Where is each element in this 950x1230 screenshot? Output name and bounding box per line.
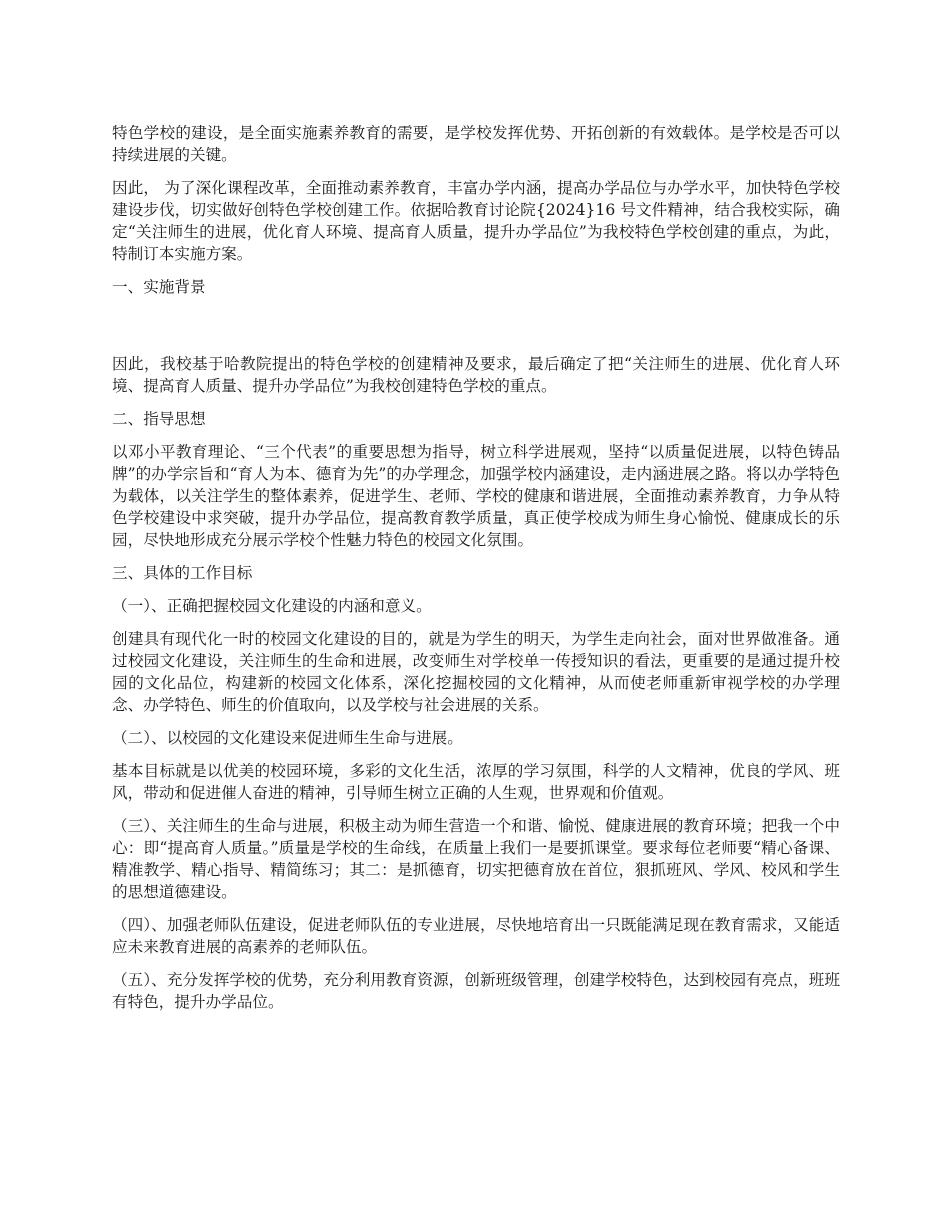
document-page [112, 122, 840, 1024]
goal-three-paragraph: （三）、关注师生的生命与进展，积极主动为师生营造一个和谐、愉悦、健康进展的教育环境；把我一个中心：即“提高育人质量。”质量是学校的生命线，在质量上我们一是要抓课堂。要求每位老师要“精心备课、精准教学、精心指导、精简练习；其二：是抓德育，切实把德育放在首位，狠抓班风、学风、校风和学生的思想道德建设。 [112, 817, 840, 901]
section-heading-work-goals: 三、具体的工作目标 [112, 564, 253, 582]
culture-paragraph: 创建具有现代化一时的校园文化建设的目的，就是为学生的明天，为学生走向社会，面对世界做准备。通过校园文化建设，关注师生的生命和进展，改变师生对学校单一传授知识的看法，更重要的是通过提升校园的文化品位，构建新的校园文化体系，深化挖掘校园的文化精神，从而使老师重新审视学校的办学理念、办学特色、师生的价值取向，以及学校与社会进展的关系。 [112, 630, 840, 714]
blank-gap [112, 309, 840, 353]
guiding-thought-paragraph: 以邓小平教育理论、“三个代表”的重要思想为指导，树立科学进展观，坚持“以质量促进展，以特色铸品牌”的办学宗旨和“育人为本、德育为先”的办学理念，加强学校内涵建设，走内涵进展之路。将以办学特色为载体，以关注学生的整体素养，促进学生、老师、学校的健康和谐进展，全面推动素养教育，力争从特色学校建设中求突破，提升办学品位，提高教育教学质量，真正使学校成为师生身心愉悦、健康成长的乐园，尽快地形成充分展示学校个性魅力特色的校园文化氛围。 [112, 443, 840, 549]
section-heading-background: 一、实施背景 [112, 278, 206, 296]
basic-goal-paragraph: 基本目标就是以优美的校园环境，多彩的文化生活，浓厚的学习氛围，科学的人文精神，优良的学风、班风，带动和促进催人奋进的精神，引导师生树立正确的人生观，世界观和价值观。 [112, 762, 840, 802]
section-heading-guiding-thought: 二、指导思想 [112, 410, 206, 428]
subsection-heading-one: （一）、正确把握校园文化建设的内涵和意义。 [112, 597, 432, 615]
intro-paragraph: 特色学校的建设，是全面实施素养教育的需要，是学校发挥优势、开拓创新的有效载体。是学校是否可以持续进展的关键。 [112, 124, 840, 164]
goal-four-paragraph: （四）、加强老师队伍建设，促进老师队伍的专业进展，尽快地培育出一只既能满足现在教育需求，又能适应未来教育进展的高素养的老师队伍。 [112, 916, 840, 956]
purpose-paragraph: 因此， 为了深化课程改革，全面推动素养教育，丰富办学内涵，提高办学品位与办学水平，加快特色学校建设步伐，切实做好创特色学校创建工作。依据哈教育讨论院{2024}16 号文件精神，结合我校实际，确定“关注师生的进展，优化育人环境、提高育人质量，提升办学品位”为我校特色学校创建的重点，为此，特制订本实施方案。 [112, 179, 840, 263]
subsection-heading-two: （二）、以校园的文化建设来促进师生生命与进展。 [112, 729, 463, 747]
background-paragraph: 因此，我校基于哈教院提出的特色学校的创建精神及要求，最后确定了把“关注师生的进展、优化育人环境、提高育人质量、提升办学品位”为我校创建特色学校的重点。 [112, 355, 840, 395]
goal-five-paragraph: （五）、充分发挥学校的优势，充分利用教育资源，创新班级管理，创建学校特色，达到校园有亮点，班班有特色，提升办学品位。 [112, 971, 840, 1011]
